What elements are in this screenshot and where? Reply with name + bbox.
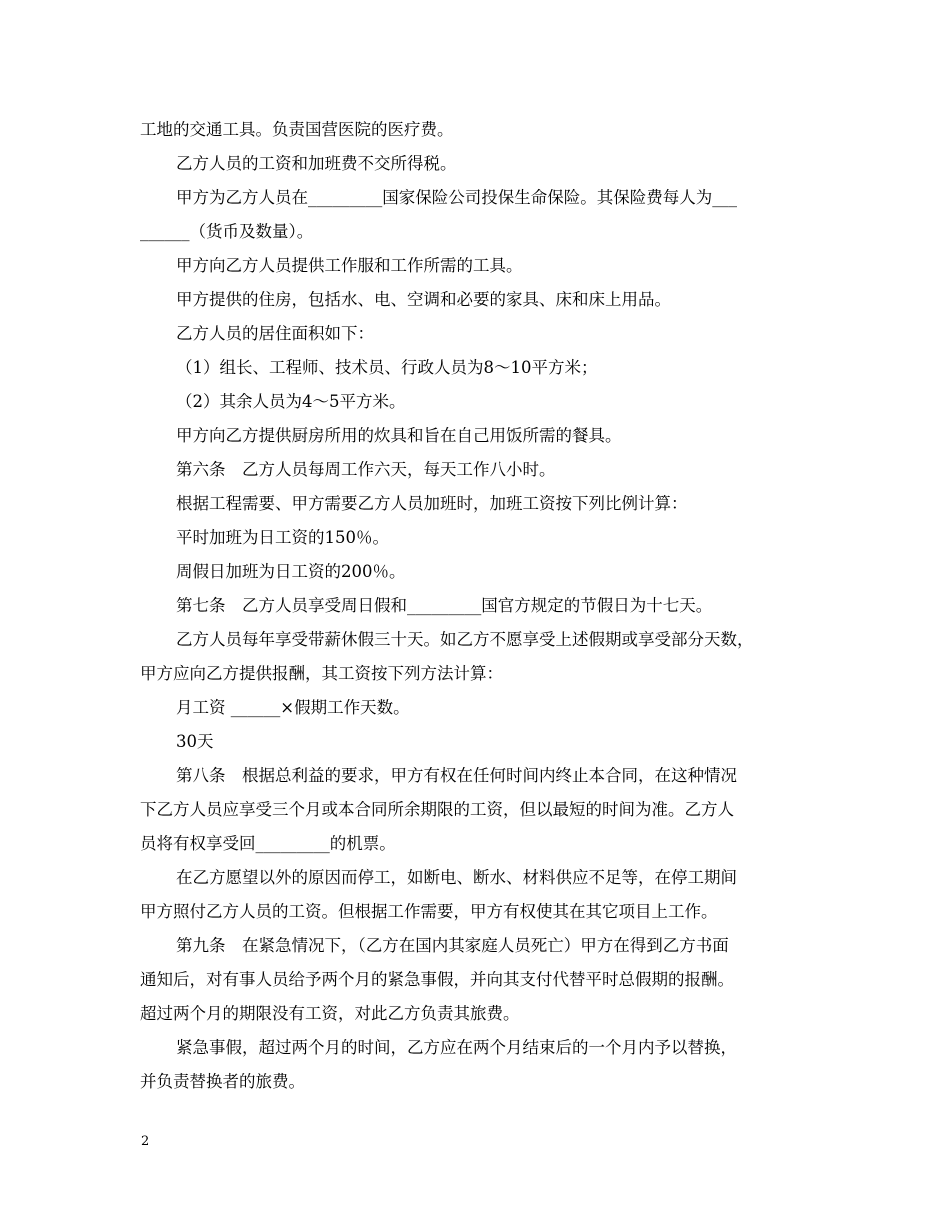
- text-line: 甲方为乙方人员在_________国家保险公司投保生命保险。其保险费每人为___: [176, 188, 737, 207]
- text-line: 甲方向乙方人员提供工作服和工作所需的工具。: [176, 256, 523, 275]
- text-line: 第七条 乙方人员享受周日假和_________国官方规定的节假日为十七天。: [176, 596, 713, 615]
- text-line: 甲方向乙方提供厨房所用的炊具和旨在自己用饭所需的餐具。: [176, 426, 622, 445]
- text-line: 员将有权享受回_________的机票。: [140, 834, 396, 853]
- text-line: 周假日加班为日工资的200％。: [176, 562, 406, 581]
- text-line: 超过两个月的期限没有工资，对此乙方负责其旅费。: [140, 1004, 520, 1023]
- document-body: [140, 113, 830, 1099]
- page-number: 2: [141, 1134, 150, 1149]
- text-line: 月工资 ______×假期工作天数。: [176, 698, 410, 717]
- text-line: 并负责替换者的旅费。: [140, 1072, 305, 1091]
- text-line: 30天: [176, 732, 214, 751]
- text-line: 第九条 在紧急情况下，（乙方在国内其家庭人员死亡）甲方在得到乙方书面: [176, 936, 729, 955]
- text-line: 通知后，对有事人员给予两个月的紧急事假，并向其支付代替平时总假期的报酬。: [140, 970, 734, 989]
- text-line: 乙方人员的工资和加班费不交所得税。: [176, 154, 457, 173]
- text-line: ______（货币及数量）。: [140, 222, 314, 241]
- text-line: 甲方提供的住房，包括水、电、空调和必要的家具、床和床上用品。: [176, 290, 671, 309]
- text-line: 第八条 根据总利益的要求，甲方有权在任何时间内终止本合同，在这种情况: [176, 766, 737, 785]
- text-line: 甲方照付乙方人员的工资。但根据工作需要，甲方有权使其在其它项目上工作。: [140, 902, 718, 921]
- text-line: 乙方人员的居住面积如下：: [176, 324, 374, 343]
- text-line: 下乙方人员应享受三个月或本合同所余期限的工资，但以最短的时间为准。乙方人: [140, 800, 734, 819]
- text-line: 甲方应向乙方提供报酬，其工资按下列方法计算：: [140, 664, 503, 683]
- text-line: 紧急事假，超过两个月的时间，乙方应在两个月结束后的一个月内予以替换，: [176, 1038, 737, 1057]
- text-line: （1）组长、工程师、技术员、行政人员为8～10平方米；: [176, 358, 598, 377]
- text-line: 在乙方愿望以外的原因而停工，如断电、断水、材料供应不足等，在停工期间: [176, 868, 737, 887]
- text-line: 根据工程需要、甲方需要乙方人员加班时，加班工资按下列比例计算：: [176, 494, 688, 513]
- text-line: （2）其余人员为4～5平方米。: [176, 392, 406, 411]
- text-line: 乙方人员每年享受带薪休假三十天。如乙方不愿享受上述假期或享受部分天数，: [176, 630, 754, 649]
- text-line: 平时加班为日工资的150％。: [176, 528, 389, 547]
- text-line: 第六条 乙方人员每周工作六天，每天工作八小时。: [176, 460, 556, 479]
- text-line: 工地的交通工具。负责国营医院的医疗费。: [140, 120, 454, 139]
